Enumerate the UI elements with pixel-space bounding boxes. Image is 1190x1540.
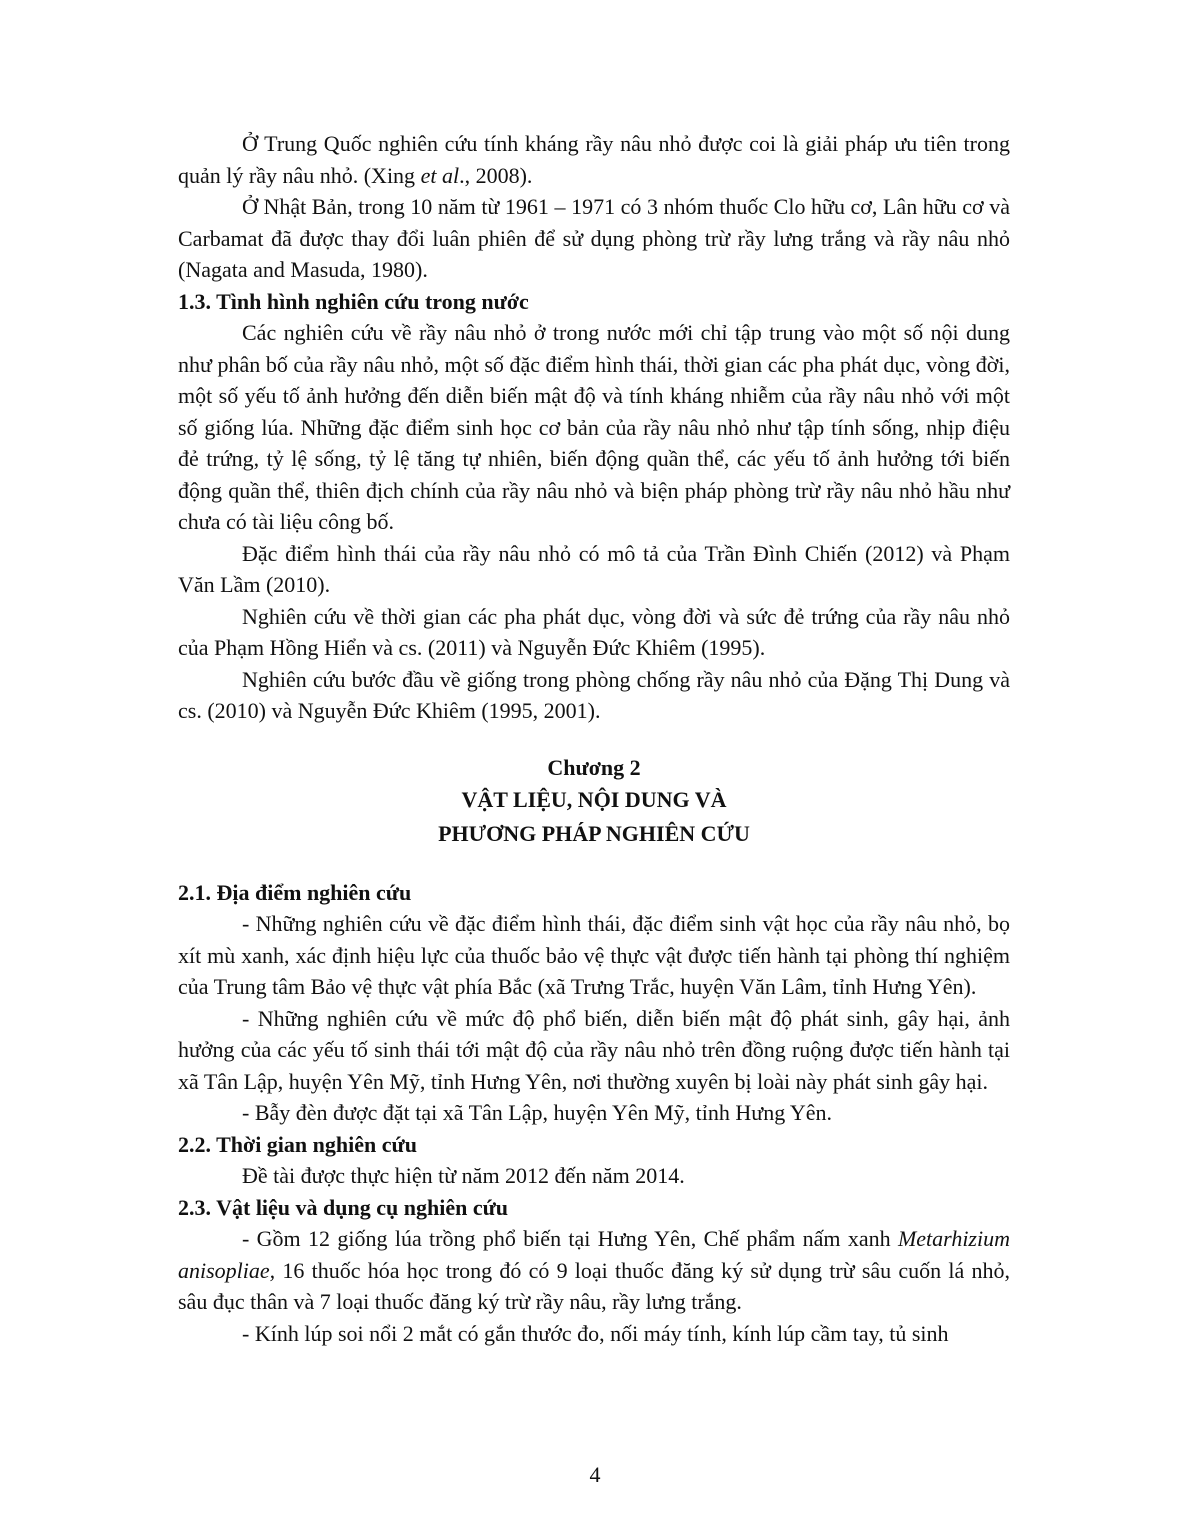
paragraph-china: Ở Trung Quốc nghiên cứu tính kháng rầy nâu nhỏ được coi là giải pháp ưu tiên trong quản lý rầy nâu nhỏ. (Xing et al., 2008). <box>178 131 1010 188</box>
paragraph: Nghiên cứu về thời gian các pha phát dục, vòng đời và sức đẻ trứng của rầy nâu nhỏ của Phạm Hồng Hiển và cs. (2011) và Nguyễn Đức Khiêm (1995). <box>178 603 1010 660</box>
chapter-heading <box>178 753 1010 851</box>
paragraph: - Bẫy đèn được đặt tại xã Tân Lập, huyện Yên Mỹ, tỉnh Hưng Yên. <box>242 1100 833 1125</box>
paragraph: Nghiên cứu bước đầu về giống trong phòng chống rầy nâu nhỏ của Đặng Thị Dung và cs. (2010) và Nguyễn Đức Khiêm (1995, 2001). <box>178 666 1010 723</box>
paragraph: Đặc điểm hình thái của rầy nâu nhỏ có mô tả của Trần Đình Chiến (2012) và Phạm Văn Lầm (2010). <box>178 540 1010 597</box>
section-heading-2-3: 2.3. Vật liệu và dụng cụ nghiên cứu <box>178 1194 509 1220</box>
paragraph-japan: Ở Nhật Bản, trong 10 năm từ 1961 – 1971 có 3 nhóm thuốc Clo hữu cơ, Lân hữu cơ và Carbamat đã được thay đổi luân phiên để sử dụng phòng trừ rầy lưng trắng và rầy nâu nhỏ (Nagata and Masuda, 1980). <box>178 194 1010 282</box>
chapter-title-line-1: VẬT LIỆU, NỘI DUNG VÀ <box>461 786 727 812</box>
paragraph: Các nghiên cứu về rầy nâu nhỏ ở trong nước mới chỉ tập trung vào một số nội dung như phân bố của rầy nâu nhỏ, một số đặc điểm hình thái, thời gian các pha phát dục, vòng đời, một số yếu tố ảnh hưởng đến diễn biến mật độ và tính kháng nhiễm của rầy nâu nhỏ với một số giống lúa. Những đặc điểm sinh học cơ bản của rầy nâu nhỏ như tập tính sống, nhịp điệu đẻ trứng, tỷ lệ sống, tỷ lệ tăng tự nhiên, biến động quần thể, các yếu tố ảnh hưởng tới biến động quần thể, thiên địch chính của rầy nâu nhỏ và biện pháp phòng trừ rầy nâu nhỏ hầu như chưa có tài liệu công bố. <box>178 320 1010 534</box>
section-heading-1-3: 1.3. Tình hình nghiên cứu trong nước <box>178 288 529 314</box>
chapter-label: Chương 2 <box>547 754 641 780</box>
section-heading-2-2: 2.2. Thời gian nghiên cứu <box>178 1131 417 1157</box>
paragraph: - Kính lúp soi nổi 2 mắt có gắn thước đo, nối máy tính, kính lúp cầm tay, tủ sinh <box>242 1320 949 1346</box>
page-number: 4 <box>589 1462 601 1487</box>
paragraph-materials: - Gồm 12 giống lúa trồng phổ biến tại Hưng Yên, Chế phẩm nấm xanh Metarhizium anisopliae, 16 thuốc hóa học trong đó có 9 loại thuốc đăng ký sử dụng trừ sâu cuốn lá nhỏ, sâu đục thân và 7 loại thuốc đăng ký trừ rầy nâu, rầy lưng trắng. <box>178 1226 1010 1314</box>
paragraph: - Những nghiên cứu về mức độ phổ biến, diễn biến mật độ phát sinh, gây hại, ảnh hưởng của các yếu tố sinh thái tới mật độ của rầy nâu nhỏ trên đồng ruộng được tiến hành tại xã Tân Lập, huyện Yên Mỹ, tỉnh Hưng Yên, nơi thường xuyên bị loài này phát sinh gây hại. <box>178 1005 1010 1094</box>
chapter-title-line-2: PHƯƠNG PHÁP NGHIÊN CỨU <box>438 820 750 846</box>
section-heading-2-1: 2.1. Địa điểm nghiên cứu <box>178 879 412 905</box>
paragraph: Đề tài được thực hiện từ năm 2012 đến năm 2014. <box>242 1163 685 1188</box>
document-page <box>178 128 1010 1349</box>
paragraph: - Những nghiên cứu về đặc điểm hình thái, đặc điểm sinh vật học của rầy nâu nhỏ, bọ xít mù xanh, xác định hiệu lực của thuốc bảo vệ thực vật được tiến hành tại phòng thí nghiệm của Trung tâm Bảo vệ thực vật phía Bắc (xã Trưng Trắc, huyện Văn Lâm, tỉnh Hưng Yên). <box>178 911 1010 999</box>
